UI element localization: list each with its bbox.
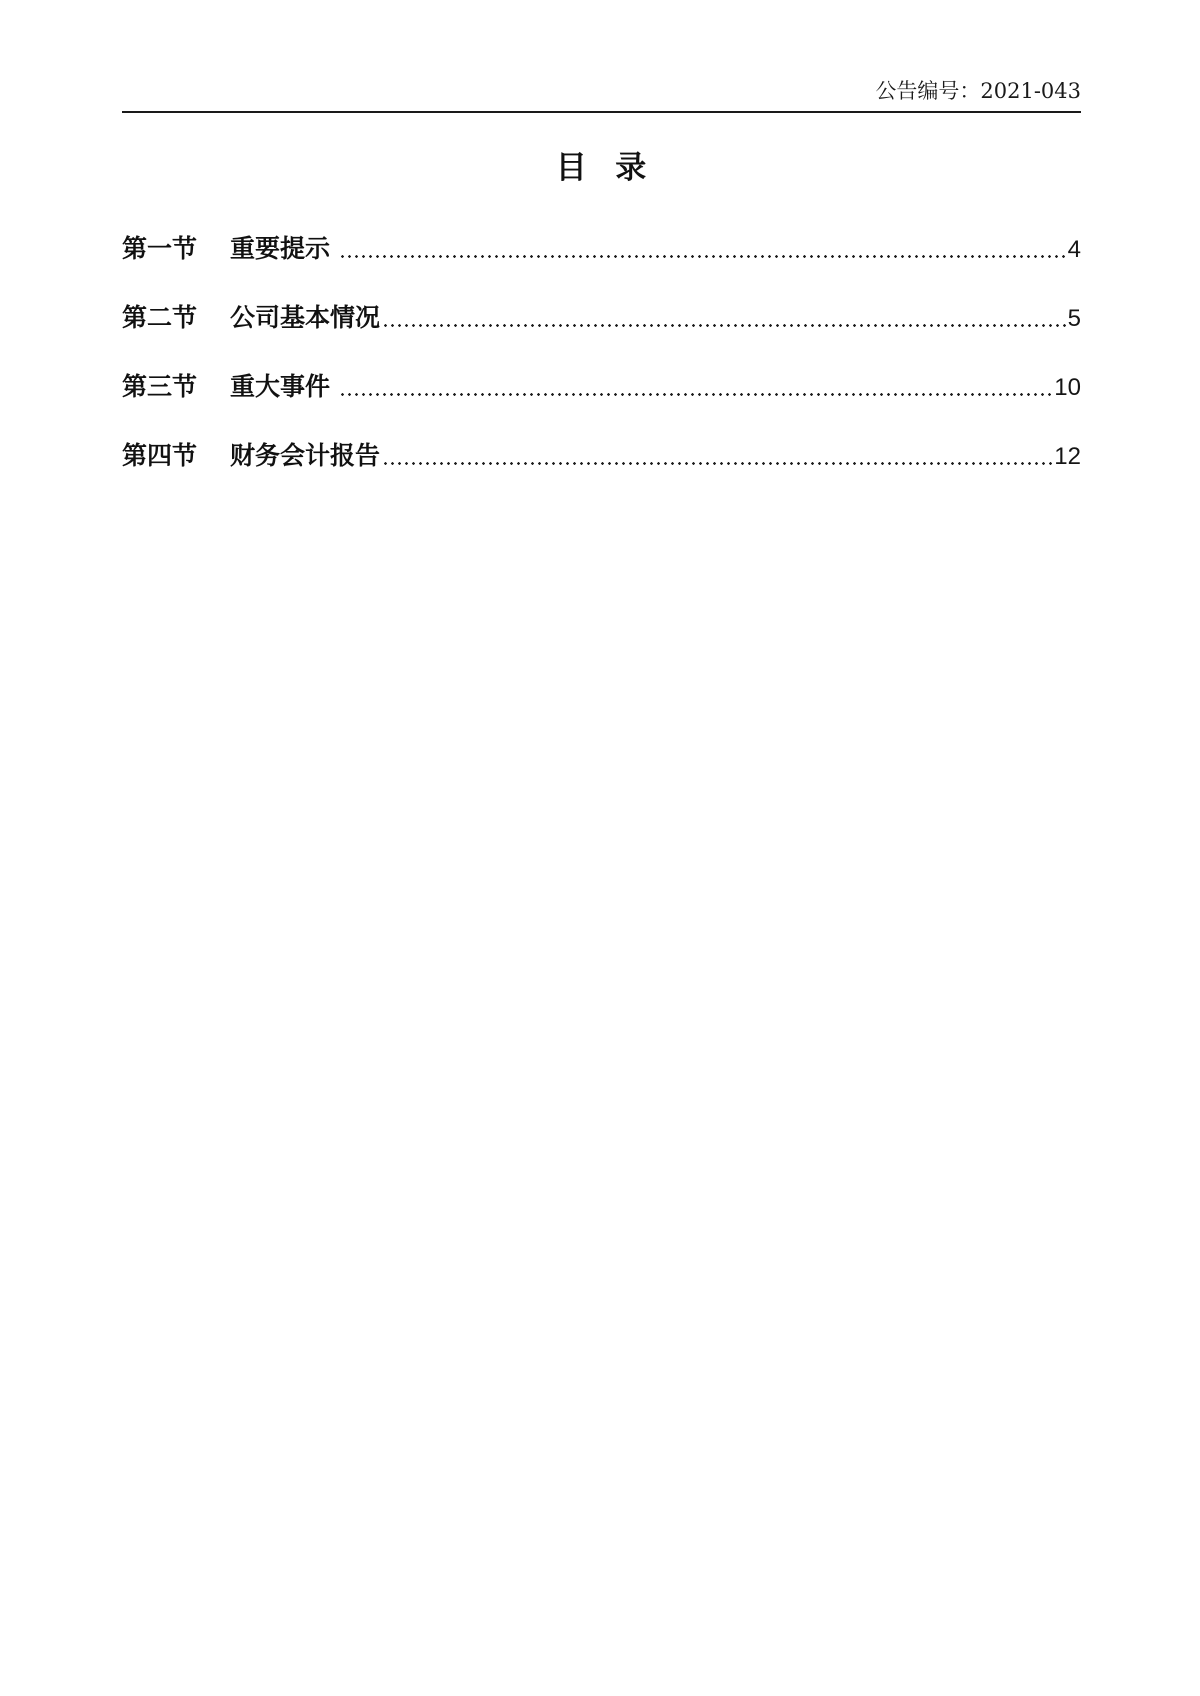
toc-list [122, 233, 1081, 473]
dot-leader [339, 392, 1052, 397]
toc-entry-title: 公司基本情况 [230, 304, 381, 332]
dot-leader [339, 254, 1066, 259]
page-header [122, 78, 1081, 113]
toc-title: 目 录 [555, 150, 648, 185]
toc-entry-section: 第三节 [122, 373, 198, 401]
dot-leader [382, 323, 1066, 328]
toc-entry-page: 12 [1054, 443, 1081, 470]
toc-entry-title: 财务会计报告 [230, 442, 381, 470]
toc-entry[interactable] [122, 302, 1081, 335]
toc-entry[interactable] [122, 371, 1081, 404]
toc-entry-title: 重要提示 [230, 235, 337, 263]
toc-entry-section: 第一节 [122, 235, 198, 263]
toc-entry[interactable] [122, 440, 1081, 473]
toc-entry-section: 第四节 [122, 442, 198, 470]
announcement-number: 公告编号：2021-043 [875, 79, 1081, 103]
toc-entry-page: 5 [1067, 305, 1081, 332]
toc-entry-section: 第二节 [122, 304, 198, 332]
toc-entry[interactable] [122, 233, 1081, 266]
toc-entry-page: 10 [1054, 374, 1081, 401]
toc-entry-title: 重大事件 [230, 373, 337, 401]
dot-leader [382, 461, 1052, 466]
toc-entry-page: 4 [1067, 236, 1081, 263]
